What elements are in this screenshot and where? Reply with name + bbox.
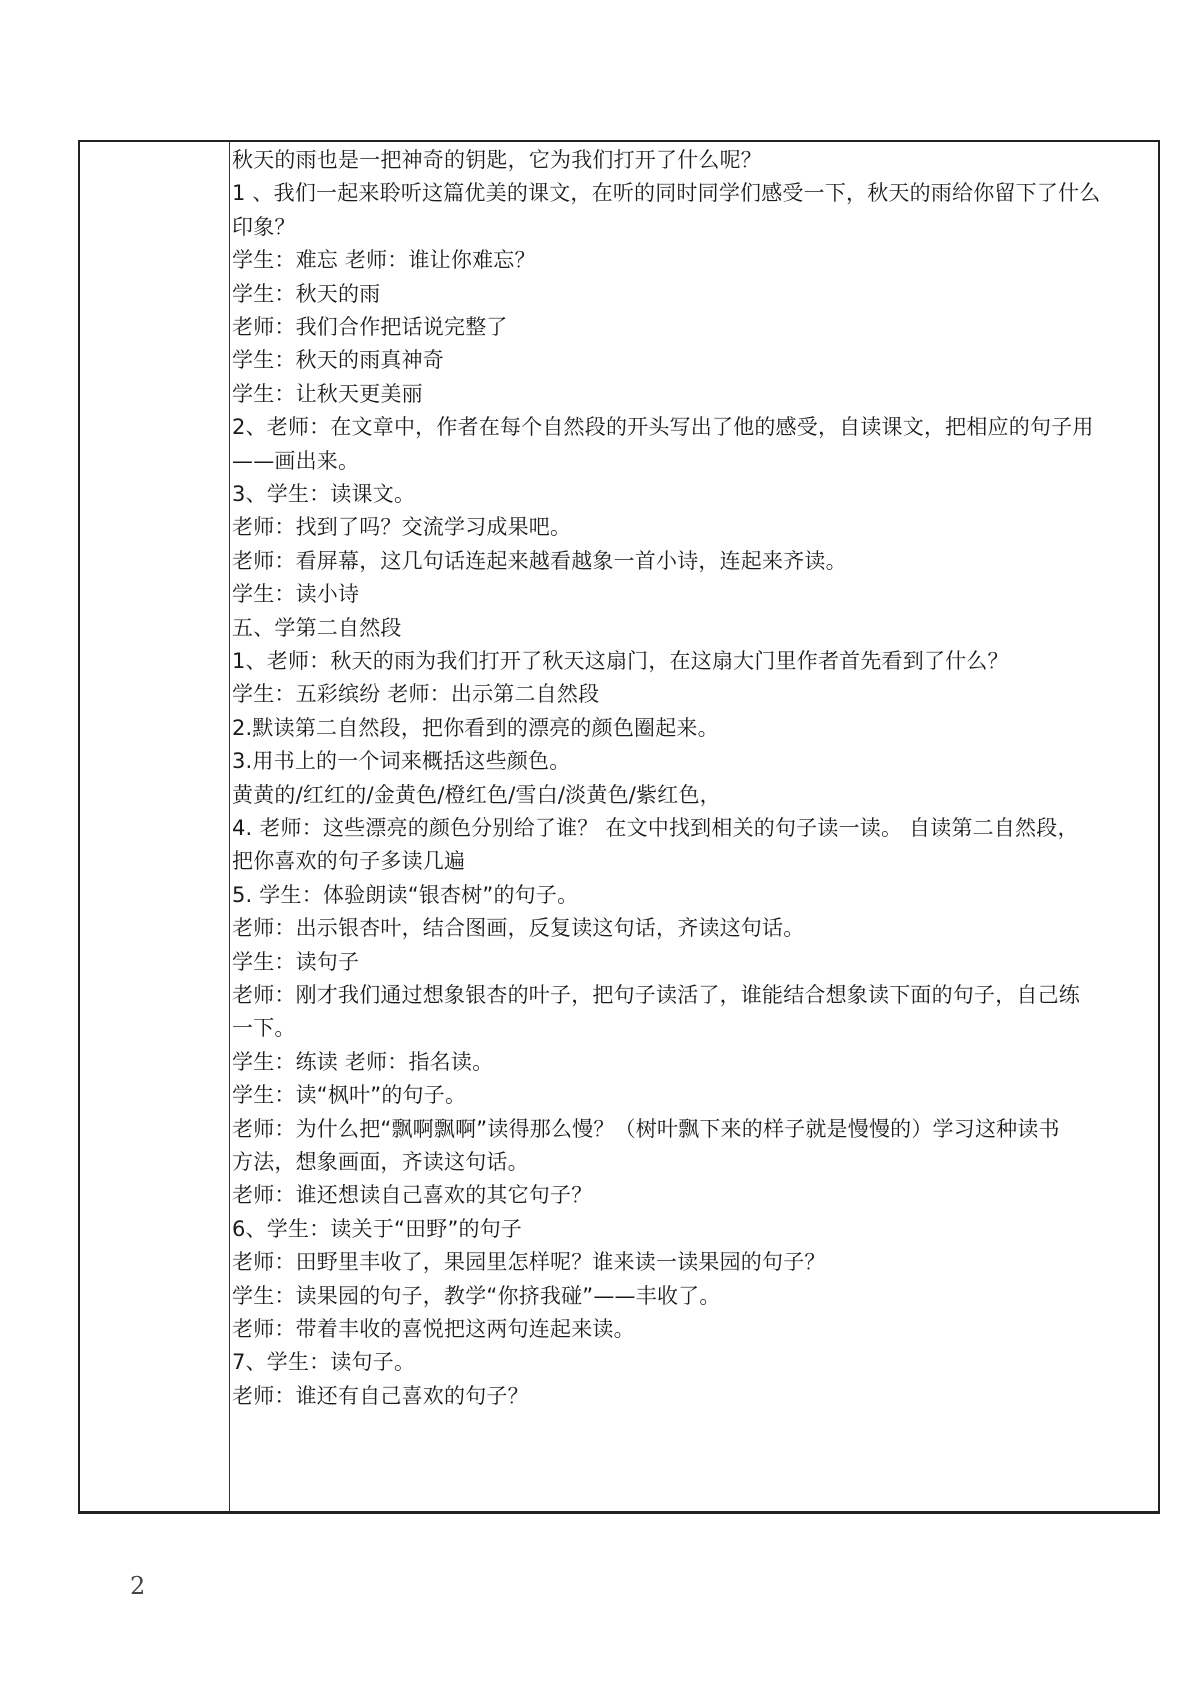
left-column-cell xyxy=(80,142,230,1511)
content-line: 学生：读句子 xyxy=(232,949,360,974)
content-line: 学生：秋天的雨真神奇 xyxy=(232,348,444,373)
content-line: 学生：秋天的雨 xyxy=(232,281,381,306)
content-line: 学生：难忘 老师：谁让你难忘？ xyxy=(232,248,536,273)
content-line: 老师：刚才我们通过想象银杏的叶子，把句子读活了，谁能结合想象读下面的句子，自己练 xyxy=(232,983,1080,1007)
content-line: 印象？ xyxy=(232,214,296,239)
content-line: 3.用书上的一个词来概括这些颜色。 xyxy=(232,749,571,774)
content-line: ——画出来。 xyxy=(232,448,360,473)
content-line: 3、学生：读课文。 xyxy=(232,482,416,506)
content-line: 7、学生：读句子。 xyxy=(232,1350,416,1375)
content-line: 老师：谁还有自己喜欢的句子？ xyxy=(232,1383,529,1408)
content-line: 1 、我们一起来聆听这篇优美的课文，在听的同时同学们感受一下，秋天的雨给你留下了什么 xyxy=(232,181,1101,206)
content-line: 老师：带着丰收的喜悦把这两句连起来读。 xyxy=(232,1317,635,1341)
content-line: 方法，想象画面，齐读这句话。 xyxy=(232,1150,529,1174)
content-line: 2.默读第二自然段，把你看到的漂亮的颜色圈起来。 xyxy=(232,715,719,740)
content-line: 老师：谁还想读自己喜欢的其它句子？ xyxy=(232,1183,593,1208)
content-line: 学生：读“枫叶”的句子。 xyxy=(232,1083,467,1108)
content-line: 学生：读果园的句子，教学“你挤我碰”——丰收了。 xyxy=(232,1283,721,1308)
content-line: 老师：我们合作把话说完整了 xyxy=(232,315,508,339)
content-line: 6、学生：读关于“田野”的句子 xyxy=(232,1216,523,1241)
content-line: 学生：读小诗 xyxy=(232,582,360,607)
content-line: 5. 学生：体验朗读“银杏树”的句子。 xyxy=(232,882,579,907)
content-line: 老师：出示银杏叶，结合图画，反复读这句话，齐读这句话。 xyxy=(232,916,805,941)
lesson-table xyxy=(78,140,1160,1514)
content-line: 4. 老师：这些漂亮的颜色分别给了谁？ 在文中找到相关的句子读一读。 自读第二自然段， xyxy=(232,816,1079,840)
content-line: 一下。 xyxy=(232,1016,296,1041)
content-line: 老师：为什么把“飘啊飘啊”读得那么慢？（树叶飘下来的样子就是慢慢的）学习这种读书 xyxy=(232,1116,1060,1141)
content-line: 把你喜欢的句子多读几遍 xyxy=(232,849,466,874)
content-line: 秋天的雨也是一把神奇的钥匙，它为我们打开了什么呢？ xyxy=(232,148,762,172)
content-line: 老师：田野里丰收了，果园里怎样呢？谁来读一读果园的句子？ xyxy=(232,1250,826,1275)
content-line: 学生：五彩缤纷 老师：出示第二自然段 xyxy=(232,682,600,707)
content-line: 学生：让秋天更美丽 xyxy=(232,381,423,406)
page-number: 2 xyxy=(130,1572,146,1600)
lesson-content-cell xyxy=(232,146,1148,1511)
content-line: 2、老师：在文章中，作者在每个自然段的开头写出了他的感受，自读课文，把相应的句子用 xyxy=(232,415,1094,440)
content-line: 学生：练读 老师：指名读。 xyxy=(232,1049,494,1074)
content-line: 老师：找到了吗？交流学习成果吧。 xyxy=(232,515,572,540)
content-line: 1、老师：秋天的雨为我们打开了秋天这扇门，在这扇大门里作者首先看到了什么？ xyxy=(232,649,1009,673)
content-line: 老师：看屏幕，这几句话连起来越看越象一首小诗，连起来齐读。 xyxy=(232,548,847,573)
content-line: 黄黄的/红红的/金黄色/橙红色/雪白/淡黄色/紫红色， xyxy=(232,782,721,807)
content-line: 五、学第二自然段 xyxy=(232,615,402,640)
